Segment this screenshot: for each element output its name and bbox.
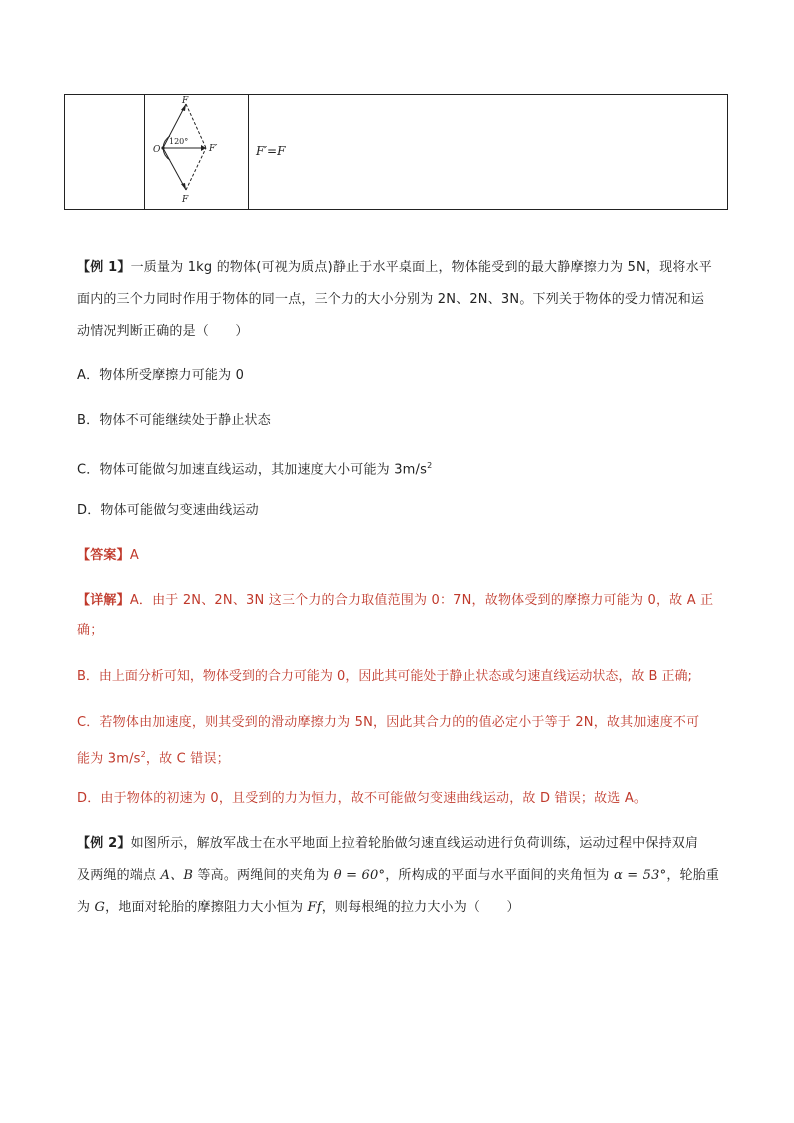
- example2-line3: 为 G，地面对轮胎的摩擦阻力大小恒为 Ff，则每根绳的拉力大小为（ ）: [77, 900, 520, 915]
- angle-label: 120°: [169, 137, 189, 146]
- force-parallelogram-diagram: [146, 96, 246, 206]
- label-f-bottom: F: [182, 195, 189, 205]
- detail-b: B．由上面分析可知，物体受到的合力可能为 0，因此其可能处于静止状态或匀速直线运动状态，故 B 正确;: [77, 669, 692, 684]
- detail-c-line1: C．若物体由加速度，则其受到的滑动摩擦力为 5N，因此其合力的的值必定小于等于 2N，故其加速度不可: [77, 715, 700, 730]
- table-divider: [248, 95, 249, 209]
- option-c: C．物体可能做匀加速直线运动，其加速度大小可能为 $3m/s^2$: [77, 461, 433, 478]
- example1-stem-line3: 动情况判断正确的是（ ）: [77, 324, 249, 339]
- table-divider: [144, 95, 145, 209]
- dashed-edge: [186, 148, 206, 190]
- detail-c-line2: 能为 $3m/s^2$，故 C 错误；: [77, 750, 230, 767]
- example2-tag: 【例 2】: [77, 836, 131, 851]
- example2-line2: 及两绳的端点 A、B 等高。两绳间的夹角为 θ = 60°，所构成的平面与水平面间的夹角恒为 α = 53°，轮胎重: [77, 868, 720, 883]
- option-a: A．物体所受摩擦力可能为 0: [77, 368, 245, 383]
- resultant-formula: F′=F: [256, 144, 286, 158]
- label-origin: O: [153, 145, 161, 155]
- arrowhead: [181, 183, 186, 190]
- example1-stem-line1: 【例 1】一质量为 1kg 的物体(可视为质点)静止于水平桌面上，物体能受到的最大静摩擦力为 5N，现将水平: [77, 260, 712, 275]
- dashed-edge: [186, 104, 206, 148]
- example1-stem-line2: 面内的三个力同时作用于物体的同一点，三个力的大小分别为 2N、2N、3N。下列关于物体的受力情况和运: [77, 292, 705, 307]
- label-f-top: F: [182, 96, 189, 106]
- option-b: B．物体不可能继续处于静止状态: [77, 413, 271, 428]
- detail-a-line1: 【详解】A．由于 2N、2N、3N 这三个力的合力取值范围为 0：7N，故物体受到的摩擦力可能为 0，故 A 正: [77, 593, 714, 608]
- detail-d: D．由于物体的初速为 0，且受到的力为恒力，故不可能做匀变速曲线运动，故 D 错误；故选 A。: [77, 791, 648, 806]
- answer-line: 【答案】A: [77, 548, 139, 563]
- origin-point: [161, 146, 164, 149]
- option-d: D．物体可能做匀变速曲线运动: [77, 503, 259, 518]
- example2-line1: 【例 2】如图所示，解放军战士在水平地面上拉着轮胎做匀速直线运动进行负荷训练，运动过程中保持双肩: [77, 836, 699, 851]
- detail-a-line2: 确；: [77, 623, 104, 638]
- label-resultant: F′: [209, 144, 218, 154]
- example1-tag: 【例 1】: [77, 260, 131, 275]
